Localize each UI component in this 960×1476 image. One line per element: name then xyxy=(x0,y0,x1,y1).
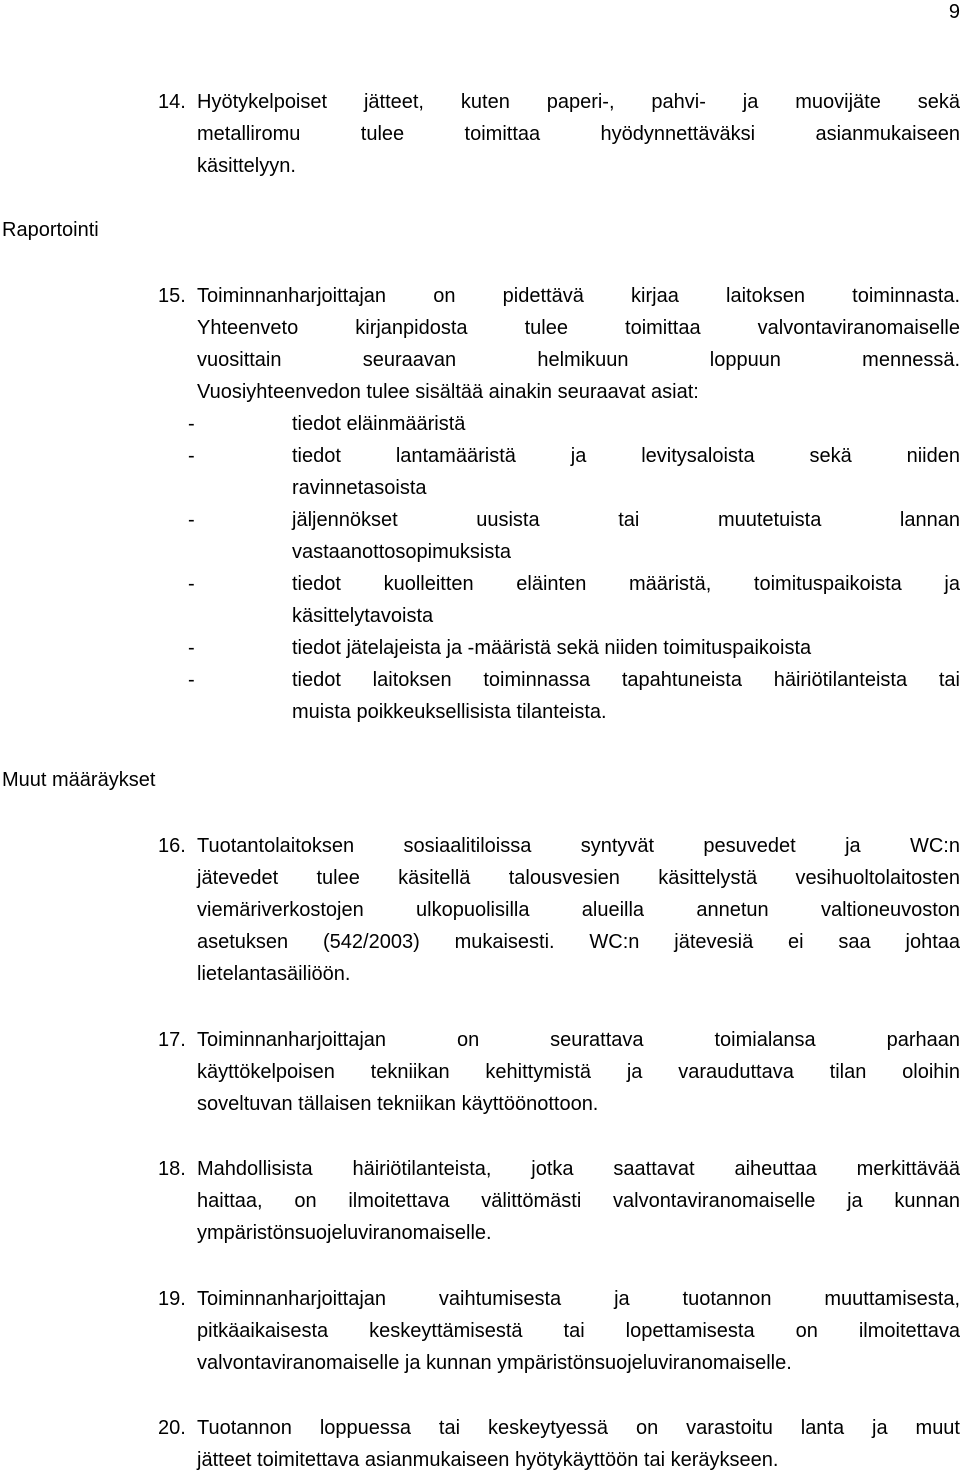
item-text xyxy=(197,1412,960,1476)
list-item xyxy=(188,408,960,440)
list-item xyxy=(188,440,960,504)
list-item-text xyxy=(292,408,960,440)
dash-bullet: - xyxy=(188,445,195,467)
dash-bullet: - xyxy=(188,573,195,595)
item-number: 17. xyxy=(158,1029,186,1051)
item-text xyxy=(197,1024,960,1120)
text-line: metalliromu tulee toimittaa hyödynnettäväksi asianmukaiseen xyxy=(197,123,960,145)
list-item-text xyxy=(292,568,960,632)
regulation-item-17 xyxy=(158,1024,960,1120)
item-number: 16. xyxy=(158,835,186,857)
list-item-text xyxy=(292,440,960,504)
text-line: jätevedet tulee käsitellä talousvesien käsittelystä vesihuoltolaitosten xyxy=(197,867,960,889)
text-line: Tuotannon loppuessa tai keskeytyessä on varastoitu lanta ja muut xyxy=(197,1417,960,1439)
section-heading-reporting: Raportointi xyxy=(2,219,99,241)
text-line: Toiminnanharjoittajan on pidettävä kirjaa laitoksen toiminnasta. xyxy=(197,285,960,307)
text-line: soveltuvan tällaisen tekniikan käyttöönottoon. xyxy=(197,1093,599,1115)
list-item xyxy=(188,632,960,664)
text-line: tiedot laitoksen toiminnassa tapahtuneista häiriötilanteista tai xyxy=(292,669,960,691)
text-line: viemäriverkostojen ulkopuolisilla alueilla annetun valtioneuvoston xyxy=(197,899,960,921)
text-line: Toiminnanharjoittajan vaihtumisesta ja tuotannon muuttamisesta, xyxy=(197,1288,960,1310)
text-line: jäljennökset uusista tai muutetuista lannan xyxy=(292,509,960,531)
text-line: tiedot lantamääristä ja levitysaloista sekä niiden xyxy=(292,445,960,467)
text-line: Vuosiyhteenvedon tulee sisältää ainakin seuraavat asiat: xyxy=(197,381,699,403)
item-number: 18. xyxy=(158,1158,186,1180)
list-item xyxy=(188,568,960,632)
text-line: ympäristönsuojeluviranomaiselle. xyxy=(197,1222,492,1244)
text-line: Toiminnanharjoittajan on seurattava toimialansa parhaan xyxy=(197,1029,960,1051)
list-item xyxy=(188,504,960,568)
regulation-item-15 xyxy=(158,280,960,728)
regulation-item-20 xyxy=(158,1412,960,1476)
text-line: käsittelyyn. xyxy=(197,155,296,177)
text-line: Hyötykelpoiset jätteet, kuten paperi-, pahvi- ja muovijäte sekä xyxy=(197,91,960,113)
item-number: 15. xyxy=(158,285,186,307)
dash-bullet: - xyxy=(188,509,195,531)
text-line: lietelantasäiliöön. xyxy=(197,963,351,985)
text-line: tiedot eläinmääristä xyxy=(292,413,466,435)
item-text xyxy=(197,1283,960,1379)
text-line: Mahdollisista häiriötilanteista, jotka saattavat aiheuttaa merkittävää xyxy=(197,1158,960,1180)
text-line: muista poikkeuksellisista tilanteista. xyxy=(292,701,607,723)
text-line: tiedot jätelajeista ja -määristä sekä niiden toimituspaikoista xyxy=(292,637,812,659)
item-number: 14. xyxy=(158,91,186,113)
text-line: vastaanottosopimuksista xyxy=(292,541,512,563)
regulation-item-19 xyxy=(158,1283,960,1379)
text-line: pitkäaikaisesta keskeyttämisestä tai lopettamisesta on ilmoitettava xyxy=(197,1320,960,1342)
text-line: käsittelytavoista xyxy=(292,605,434,627)
text-line: valvontaviranomaiselle ja kunnan ympäristönsuojeluviranomaiselle. xyxy=(197,1352,792,1374)
text-line: vuosittain seuraavan helmikuun loppuun mennessä. xyxy=(197,349,960,371)
text-line: asetuksen (542/2003) mukaisesti. WC:n jätevesiä ei saa johtaa xyxy=(197,931,960,953)
dash-bullet: - xyxy=(188,669,195,691)
regulation-item-14 xyxy=(158,86,960,182)
regulation-item-18 xyxy=(158,1153,960,1249)
regulation-item-16 xyxy=(158,830,960,990)
item-text xyxy=(188,280,960,728)
list-item-text xyxy=(292,504,960,568)
text-line: ravinnetasoista xyxy=(292,477,427,499)
list-item-text xyxy=(292,664,960,728)
list-item-text xyxy=(292,632,960,664)
text-line: tiedot kuolleitten eläinten määristä, toimituspaikoista ja xyxy=(292,573,960,595)
text-line: Tuotantolaitoksen sosiaalitiloissa syntyvät pesuvedet ja WC:n xyxy=(197,835,960,857)
item-number: 19. xyxy=(158,1288,186,1310)
text-line: käyttökelpoisen tekniikan kehittymistä ja varauduttava tilan oloihin xyxy=(197,1061,960,1083)
item-text xyxy=(197,86,960,182)
item-text xyxy=(197,830,960,990)
text-line: jätteet toimitettava asianmukaiseen hyötykäyttöön tai keräykseen. xyxy=(197,1449,779,1471)
dash-bullet: - xyxy=(188,413,195,435)
text-line: haittaa, on ilmoitettava välittömästi valvontaviranomaiselle ja kunnan xyxy=(197,1190,960,1212)
item-number: 20. xyxy=(158,1417,186,1439)
text-line: Yhteenveto kirjanpidosta tulee toimittaa valvontaviranomaiselle xyxy=(197,317,960,339)
page-number: 9 xyxy=(948,1,960,23)
section-heading-other-regulations: Muut määräykset xyxy=(2,769,156,791)
report-contents-list xyxy=(188,408,960,728)
list-item xyxy=(188,664,960,728)
dash-bullet: - xyxy=(188,637,195,659)
item-text xyxy=(197,1153,960,1249)
